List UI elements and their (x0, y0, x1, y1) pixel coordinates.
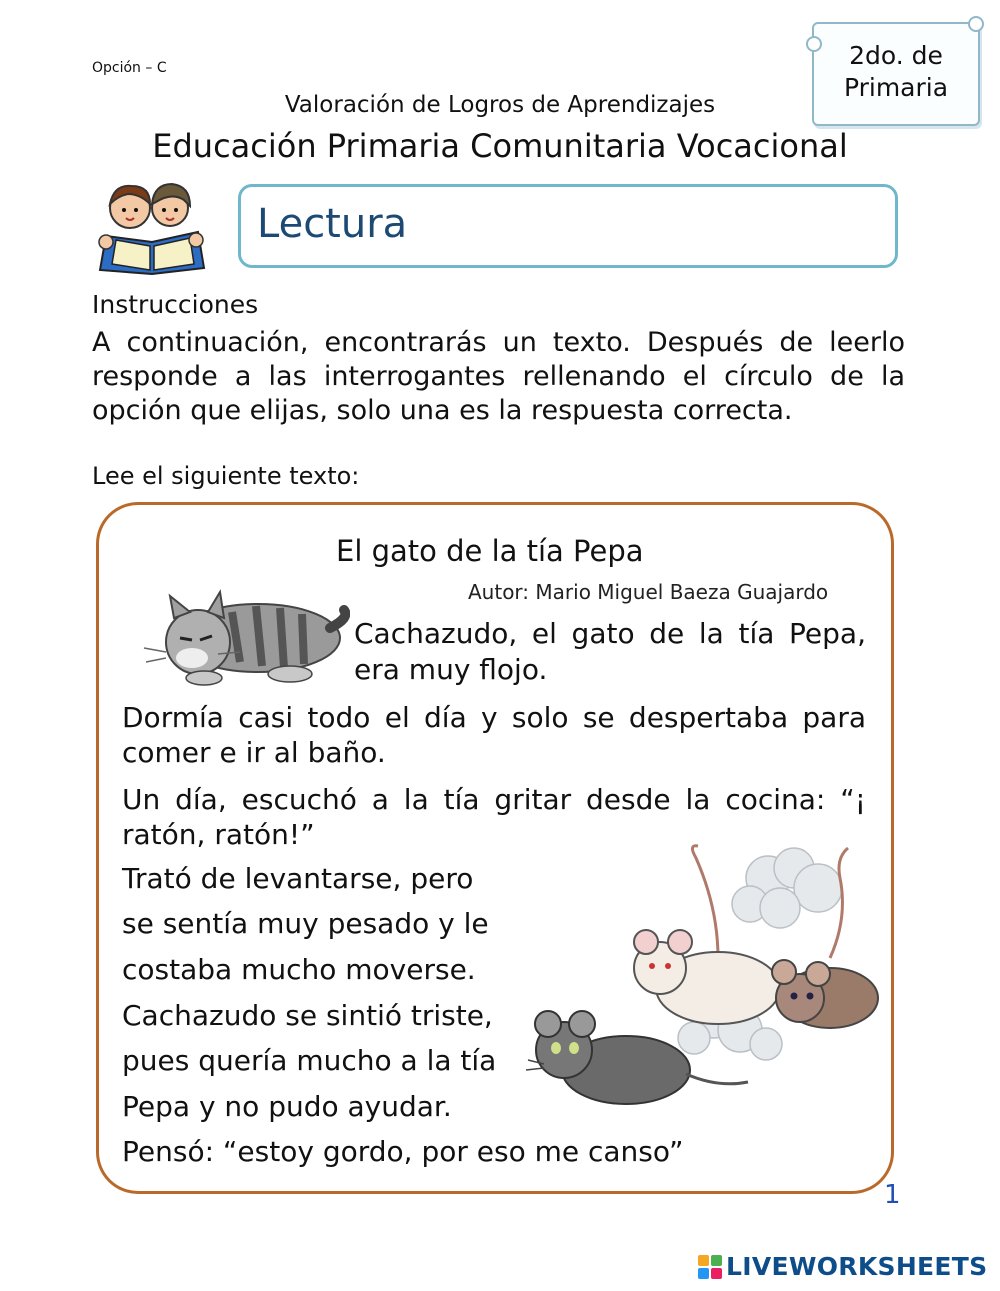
kids-reading-icon (92, 180, 212, 276)
story-paragraph-1: Cachazudo, el gato de la tía Pepa, era muy flojo. (354, 617, 866, 686)
footer-brand-text: LIVEWORKSHEETS (726, 1252, 988, 1281)
story-author (468, 580, 828, 604)
story-paragraph-2: Dormía casi todo el día y solo se despertaba para comer e ir al baño. (122, 701, 866, 769)
cat-illustration-icon (140, 582, 350, 692)
option-label: Opción – C (92, 60, 167, 76)
subtitle: Valoración de Logros de Aprendizajes (284, 92, 716, 118)
story-title: El gato de la tía Pepa (336, 534, 644, 568)
story-line: Trató de levantarse, pero (122, 862, 474, 895)
section-title: Lectura (257, 201, 408, 247)
story-line: costaba mucho moverse. (122, 953, 476, 986)
story-line: Cachazudo se sintió triste, (122, 999, 493, 1032)
instructions-title: Instrucciones (92, 290, 259, 319)
footer-brand (698, 1252, 987, 1281)
read-label: Lee el siguiente texto: (92, 462, 360, 490)
story-line: Pensó: “estoy gordo, por eso me canso” (122, 1135, 684, 1168)
story-line: se sentía muy pesado y le (122, 907, 489, 940)
mice-illustration-icon (518, 838, 892, 1120)
main-title: Educación Primaria Comunitaria Vocacional (152, 127, 848, 165)
scroll-curl-icon (968, 16, 984, 32)
author-label: Autor: (468, 580, 530, 604)
author-name: Mario Miguel Baeza Guajardo (535, 580, 829, 604)
section-header-box (238, 184, 898, 268)
page-number: 1 (884, 1180, 901, 1210)
story-line: Pepa y no pudo ayudar. (122, 1090, 452, 1123)
instructions-text: A continuación, encontrarás un texto. Después de leerlo responde a las interrogantes rellenando el círculo de la opción que elijas, solo una es la respuesta correcta. (92, 327, 905, 426)
grade-line2: Primaria (843, 73, 949, 102)
story-paragraph-3: Un día, escuchó a la tía gritar desde la cocina: “¡ ratón, ratón!” (122, 783, 866, 851)
liveworksheets-logo-icon (698, 1255, 722, 1279)
grade-line1: 2do. de (849, 41, 943, 70)
story-line: pues quería mucho a la tía (122, 1044, 497, 1077)
